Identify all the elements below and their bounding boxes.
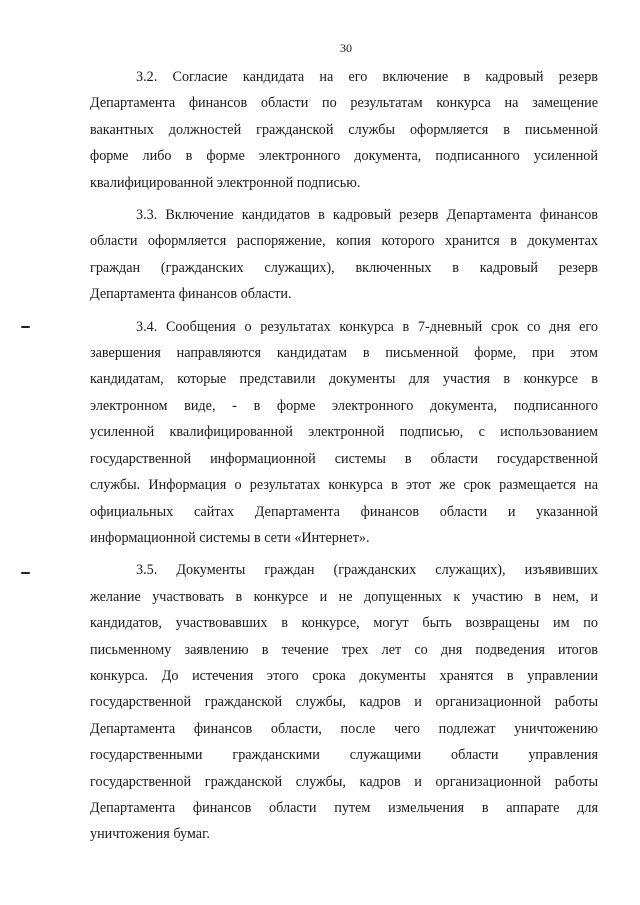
margin-mark bbox=[21, 572, 30, 574]
text-line: государственной информационной системы в области государственной bbox=[90, 450, 598, 467]
text-line: желание участвовать в конкурсе и не допущенных к участию в нем, и bbox=[90, 588, 598, 605]
page-number: 30 bbox=[340, 41, 352, 55]
paragraph-3-3 bbox=[90, 202, 598, 308]
text-line: государственной гражданской службы, кадров и организационной работы bbox=[90, 773, 598, 790]
margin-mark bbox=[21, 326, 30, 328]
text-line: усиленной квалифицированной электронной подписью, с использованием bbox=[90, 424, 598, 441]
paragraph-3-4 bbox=[90, 314, 598, 552]
text-line: государственными гражданскими служащими области управления bbox=[90, 747, 598, 764]
text-line: государственной гражданской службы, кадров и организационной работы bbox=[90, 694, 598, 711]
text-line: Департамента финансов области по результатам конкурса на замещение bbox=[90, 95, 598, 112]
text-line: 3.5. Документы граждан (гражданских служащих), изъявивших bbox=[136, 562, 598, 579]
text-line: форме либо в форме электронного документа, подписанного усиленной bbox=[90, 148, 598, 165]
text-line: электронном виде, - в форме электронного документа, подписанного bbox=[90, 397, 598, 414]
text-line: завершения направляются кандидатам в письменной форме, при этом bbox=[90, 345, 598, 362]
body-text bbox=[90, 64, 598, 854]
text-line: конкурса. До истечения этого срока документы хранятся в управлении bbox=[90, 667, 598, 684]
text-line: кандидатам, которые представили документы для участия в конкурсе в bbox=[90, 371, 598, 388]
text-line: кандидатов, участвовавших в конкурсе, могут быть возвращены им по bbox=[90, 615, 598, 632]
text-line: граждан (гражданских служащих), включенных в кадровый резерв bbox=[90, 259, 598, 276]
text-line: квалифицированной электронной подписью. bbox=[90, 174, 361, 191]
text-line: уничтожения бумаг. bbox=[90, 826, 210, 843]
paragraph-3-5 bbox=[90, 557, 598, 847]
text-line: информационной системы в сети «Интернет». bbox=[90, 529, 370, 546]
text-line: службы. Информация о результатах конкурса в этот же срок размещается на bbox=[90, 477, 598, 494]
text-line: Департамента финансов области, после чего подлежат уничтожению bbox=[90, 720, 598, 737]
text-line: Департамента финансов области. bbox=[90, 286, 292, 303]
text-line: письменному заявлению в течение трех лет со дня подведения итогов bbox=[90, 641, 598, 658]
text-line: 3.4. Сообщения о результатах конкурса в 7-дневный срок со дня его bbox=[136, 318, 598, 335]
text-line: официальных сайтах Департамента финансов области и указанной bbox=[90, 503, 598, 520]
text-line: 3.2. Согласие кандидата на его включение в кадровый резерв bbox=[136, 69, 598, 85]
paragraph-3-2 bbox=[90, 64, 598, 196]
text-line: 3.3. Включение кандидатов в кадровый резерв Департамента финансов bbox=[136, 207, 598, 224]
text-line: вакантных должностей гражданской службы оформляется в письменной bbox=[90, 121, 598, 138]
text-line: области оформляется распоряжение, копия которого хранится в документах bbox=[90, 233, 598, 250]
text-line: Департамента финансов области путем измельчения в аппарате для bbox=[90, 799, 598, 816]
